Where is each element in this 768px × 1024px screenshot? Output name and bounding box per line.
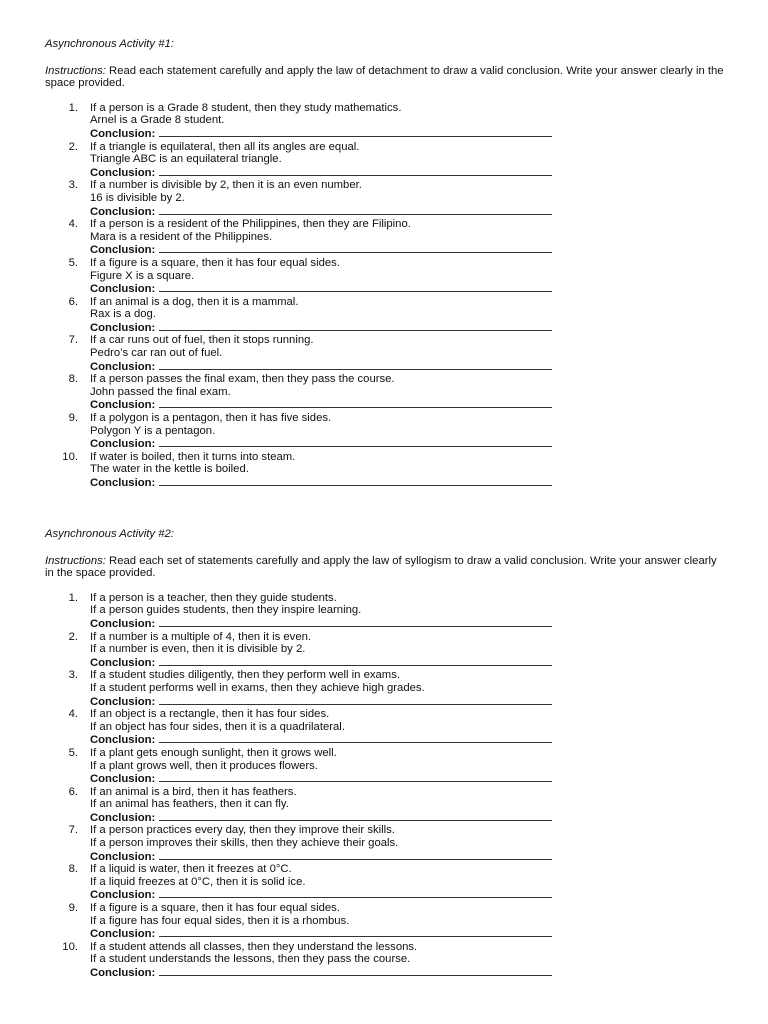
conclusion-label: Conclusion:: [90, 928, 156, 941]
premise-1: If a plant gets enough sunlight, then it grows well.: [90, 746, 337, 759]
conclusion-row: [90, 127, 725, 141]
conclusion-row: [90, 205, 725, 219]
conclusion-label: Conclusion:: [90, 205, 156, 218]
item-number: 8.: [68, 863, 78, 876]
premise-2: If a figure has four equal sides, then it is a rhombus.: [90, 914, 350, 927]
premise-1: If a car runs out of fuel, then it stops running.: [90, 334, 314, 347]
answer-line[interactable]: [159, 733, 552, 743]
list-item: [45, 334, 725, 373]
premise-2: John passed the final exam.: [90, 385, 231, 398]
premise-1: If a person is a Grade 8 student, then they study mathematics.: [90, 101, 402, 114]
premise-2: If an object has four sides, then it is a quadrilateral.: [90, 720, 345, 733]
item-number: 1.: [68, 591, 78, 604]
conclusion-label: Conclusion:: [90, 734, 156, 747]
conclusion-row: [90, 398, 725, 412]
conclusion-label: Conclusion:: [90, 438, 156, 451]
instructions-text: Read each statement carefully and apply the law of detachment to draw a valid conclusion. Write your answer clearly in the space provided.: [45, 64, 724, 90]
list-item: [45, 257, 725, 296]
conclusion-row: [90, 243, 725, 257]
premise-1: If water is boiled, then it turns into steam.: [90, 450, 296, 463]
premise-2: The water in the kettle is boiled.: [90, 463, 249, 476]
premise-2: Polygon Y is a pentagon.: [90, 424, 216, 437]
item-number: 9.: [68, 412, 78, 425]
premise-1: If a person is a resident of the Philippines, then they are Filipino.: [90, 218, 411, 231]
premise-2: 16 is divisible by 2.: [90, 191, 185, 204]
list-item: [45, 669, 725, 708]
answer-line[interactable]: [159, 282, 552, 292]
item-number: 6.: [68, 295, 78, 308]
item-number: 1.: [68, 101, 78, 114]
premise-2: Rax is a dog.: [90, 308, 156, 321]
premise-1: If a triangle is equilateral, then all its angles are equal.: [90, 140, 360, 153]
item-number: 3.: [68, 669, 78, 682]
answer-line[interactable]: [159, 966, 552, 976]
conclusion-label: Conclusion:: [90, 773, 156, 786]
conclusion-label: Conclusion:: [90, 283, 156, 296]
conclusion-row: [90, 321, 725, 335]
item-number: 4.: [68, 218, 78, 231]
premise-2: Figure X is a square.: [90, 269, 195, 282]
item-number: 6.: [68, 785, 78, 798]
conclusion-row: [90, 437, 725, 451]
answer-line[interactable]: [159, 321, 552, 331]
list-item: [45, 592, 725, 631]
item-number: 2.: [68, 630, 78, 643]
conclusion-label: Conclusion:: [90, 656, 156, 669]
item-number: 10.: [62, 940, 78, 953]
premise-2: Arnel is a Grade 8 student.: [90, 114, 225, 127]
activity-1-list: [45, 102, 725, 490]
premise-1: If a liquid is water, then it freezes at 0°C.: [90, 863, 292, 876]
conclusion-label: Conclusion:: [90, 967, 156, 979]
premise-2: Triangle ABC is an equilateral triangle.: [90, 153, 282, 166]
instructions-label: Instructions:: [45, 554, 106, 567]
premise-2: If an animal has feathers, then it can fly.: [90, 798, 289, 811]
premise-1: If a polygon is a pentagon, then it has five sides.: [90, 412, 332, 425]
answer-line[interactable]: [159, 166, 552, 176]
instructions-label: Instructions:: [45, 64, 106, 77]
answer-line[interactable]: [159, 360, 552, 370]
premise-1: If a person practices every day, then they improve their skills.: [90, 824, 395, 837]
conclusion-row: [90, 695, 725, 709]
conclusion-row: [90, 888, 725, 902]
premise-1: If a figure is a square, then it has four equal sides.: [90, 902, 340, 915]
answer-line[interactable]: [159, 437, 552, 447]
answer-line[interactable]: [159, 888, 552, 898]
conclusion-row: [90, 282, 725, 296]
conclusion-label: Conclusion:: [90, 127, 156, 140]
list-item: [45, 179, 725, 218]
conclusion-row: [90, 617, 725, 631]
list-item: [45, 296, 725, 335]
list-item: [45, 373, 725, 412]
conclusion-label: Conclusion:: [90, 695, 156, 708]
list-item: [45, 708, 725, 747]
instructions-text: Read each set of statements carefully and apply the law of syllogism to draw a valid conclusion. Write your answer clearly in the space provided.: [45, 554, 717, 580]
list-item: [45, 863, 725, 902]
answer-line[interactable]: [159, 476, 552, 486]
item-number: 5.: [68, 256, 78, 269]
answer-line[interactable]: [159, 127, 552, 137]
conclusion-label: Conclusion:: [90, 889, 156, 902]
answer-line[interactable]: [159, 617, 552, 627]
activity-2-title: Asynchronous Activity #2:: [45, 528, 174, 540]
premise-2: If a person guides students, then they inspire learning.: [90, 604, 362, 617]
conclusion-row: [90, 850, 725, 864]
activity-2-instructions: [45, 555, 725, 580]
conclusion-label: Conclusion:: [90, 477, 156, 489]
item-number: 7.: [68, 824, 78, 837]
list-item: [45, 786, 725, 825]
premise-1: If a number is divisible by 2, then it is an even number.: [90, 179, 362, 192]
conclusion-label: Conclusion:: [90, 617, 156, 630]
conclusion-label: Conclusion:: [90, 321, 156, 334]
premise-1: If an animal is a dog, then it is a mammal.: [90, 295, 299, 308]
list-item: [45, 941, 725, 980]
conclusion-row: [90, 811, 725, 825]
premise-1: If a number is a multiple of 4, then it is even.: [90, 630, 312, 643]
premise-2: Pedro’s car ran out of fuel.: [90, 347, 223, 360]
answer-line[interactable]: [159, 656, 552, 666]
premise-1: If a person is a teacher, then they guide students.: [90, 591, 337, 604]
activity-1-section: [45, 38, 725, 490]
answer-line[interactable]: [159, 811, 552, 821]
list-item: [45, 451, 725, 490]
conclusion-label: Conclusion:: [90, 399, 156, 412]
premise-2: If a student performs well in exams, then they achieve high grades.: [90, 681, 425, 694]
premise-2: If a number is even, then it is divisible by 2.: [90, 643, 306, 656]
list-item: [45, 902, 725, 941]
list-item: [45, 141, 725, 180]
item-number: 2.: [68, 140, 78, 153]
premise-1: If a figure is a square, then it has four equal sides.: [90, 256, 340, 269]
conclusion-row: [90, 927, 725, 941]
activity-1-instructions: [45, 65, 725, 90]
answer-line[interactable]: [159, 772, 552, 782]
item-number: 7.: [68, 334, 78, 347]
item-number: 4.: [68, 708, 78, 721]
conclusion-row: [90, 360, 725, 374]
premise-1: If a student attends all classes, then they understand the lessons.: [90, 940, 418, 953]
premise-2: If a person improves their skills, then they achieve their goals.: [90, 837, 399, 850]
conclusion-label: Conclusion:: [90, 360, 156, 373]
item-number: 10.: [62, 450, 78, 463]
activity-1-title: Asynchronous Activity #1:: [45, 38, 174, 50]
conclusion-row: [90, 476, 725, 490]
list-item: [45, 747, 725, 786]
activity-2-list: [45, 592, 725, 980]
item-number: 8.: [68, 373, 78, 386]
list-item: [45, 412, 725, 451]
conclusion-label: Conclusion:: [90, 811, 156, 824]
list-item: [45, 631, 725, 670]
answer-line[interactable]: [159, 398, 552, 408]
answer-line[interactable]: [159, 927, 552, 937]
answer-line[interactable]: [159, 695, 552, 705]
conclusion-row: [90, 733, 725, 747]
premise-2: If a plant grows well, then it produces flowers.: [90, 759, 318, 772]
conclusion-row: [90, 656, 725, 670]
premise-2: Mara is a resident of the Philippines.: [90, 230, 273, 243]
premise-1: If an object is a rectangle, then it has four sides.: [90, 708, 330, 721]
premise-1: If a person passes the final exam, then they pass the course.: [90, 373, 395, 386]
conclusion-row: [90, 166, 725, 180]
list-item: [45, 102, 725, 141]
item-number: 9.: [68, 902, 78, 915]
list-item: [45, 218, 725, 257]
conclusion-row: [90, 772, 725, 786]
premise-2: If a liquid freezes at 0°C, then it is solid ice.: [90, 875, 306, 888]
answer-line[interactable]: [159, 205, 552, 215]
activity-2-section: [45, 528, 725, 980]
conclusion-label: Conclusion:: [90, 166, 156, 179]
conclusion-row: [90, 966, 725, 980]
conclusion-label: Conclusion:: [90, 244, 156, 257]
premise-1: If an animal is a bird, then it has feathers.: [90, 785, 297, 798]
conclusion-label: Conclusion:: [90, 850, 156, 863]
premise-2: If a student understands the lessons, then they pass the course.: [90, 953, 411, 966]
premise-1: If a student studies diligently, then they perform well in exams.: [90, 669, 400, 682]
answer-line[interactable]: [159, 243, 552, 253]
answer-line[interactable]: [159, 850, 552, 860]
item-number: 3.: [68, 179, 78, 192]
item-number: 5.: [68, 746, 78, 759]
list-item: [45, 824, 725, 863]
